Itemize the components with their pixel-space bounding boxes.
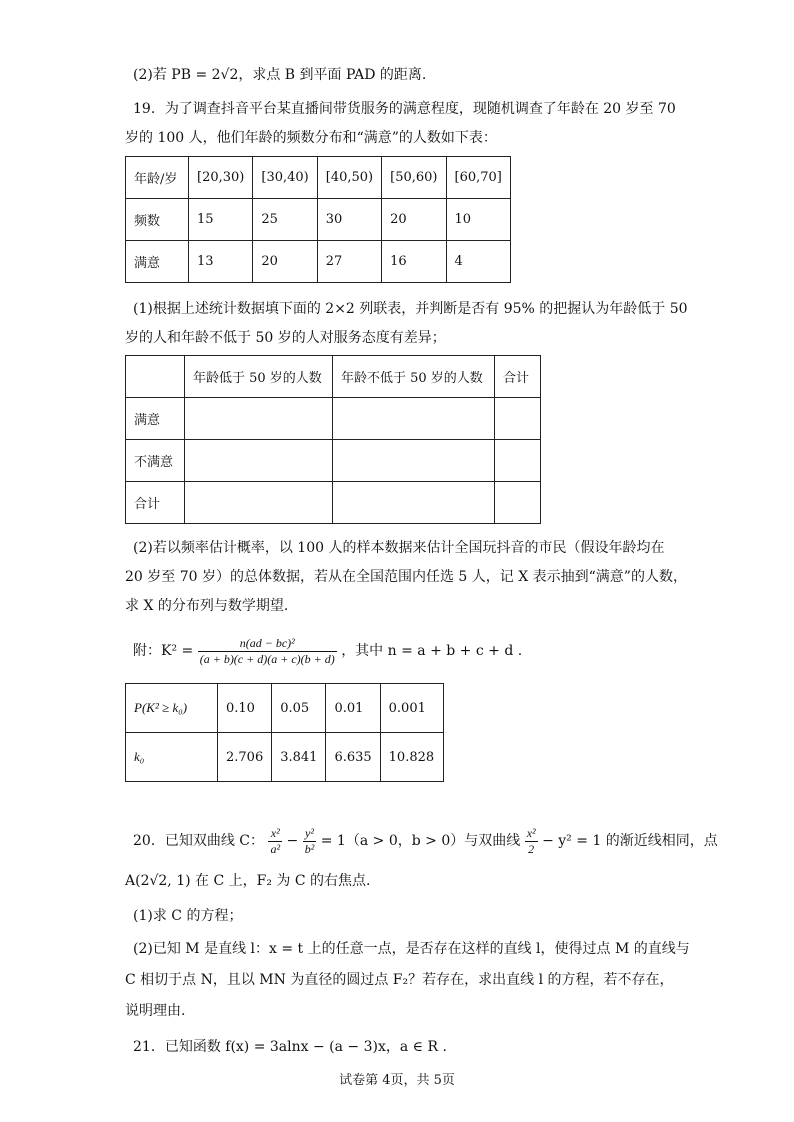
q20-line1 bbox=[133, 823, 718, 859]
table-row-label: P(K² ≥ k₀) bbox=[126, 684, 218, 733]
fraction-numerator: x² bbox=[526, 825, 536, 840]
table-cell: 0.05 bbox=[272, 684, 326, 733]
q21-line: 21．已知函数 f(x) = 3alnx − (a − 3)x，a ∈ R . bbox=[133, 1039, 447, 1055]
table-cell: 0.001 bbox=[380, 684, 443, 733]
table-header-cell: [60,70] bbox=[446, 157, 510, 199]
table-cell: 4 bbox=[446, 241, 510, 283]
table-cell-empty bbox=[185, 482, 333, 524]
table-row bbox=[126, 733, 444, 782]
table-cell: 20 bbox=[382, 199, 446, 241]
table-header-cell bbox=[126, 356, 185, 398]
table-header-cell: [40,50) bbox=[317, 157, 381, 199]
table-row-label: 合计 bbox=[126, 482, 185, 524]
table-row bbox=[126, 157, 511, 199]
table-cell: 20 bbox=[253, 241, 317, 283]
table-cell: 0.10 bbox=[218, 684, 272, 733]
q19-intro-line1: 19．为了调查抖音平台某直播间带货服务的满意程度，现随机调查了年龄在 20 岁至 70 bbox=[133, 101, 676, 117]
table-header-cell: 年龄低于 50 岁的人数 bbox=[185, 356, 333, 398]
table-cell: 0.01 bbox=[326, 684, 380, 733]
fraction-x2-2 bbox=[525, 826, 538, 857]
q19-intro-line2: 岁的 100 人，他们年龄的频数分布和“满意”的人数如下表： bbox=[125, 130, 497, 146]
fraction-numerator: x² bbox=[268, 826, 282, 842]
table-header-cell: 年龄/岁 bbox=[126, 157, 189, 199]
fraction-denominator: 2 bbox=[528, 841, 535, 856]
q20-part1: (1)求 C 的方程； bbox=[133, 908, 243, 924]
table-row-label: 不满意 bbox=[126, 440, 185, 482]
table-cell: 30 bbox=[317, 199, 381, 241]
table-cell-empty bbox=[185, 398, 333, 440]
table-cell: 10 bbox=[446, 199, 510, 241]
table-row bbox=[126, 684, 444, 733]
table-cell: 16 bbox=[382, 241, 446, 283]
table-row bbox=[126, 482, 541, 524]
table-cell: 2.706 bbox=[218, 733, 272, 782]
table-row bbox=[126, 356, 541, 398]
table-row bbox=[126, 199, 511, 241]
formula-prefix: 附：K² = bbox=[133, 643, 194, 659]
table-header-cell: 合计 bbox=[495, 356, 541, 398]
table-header-cell: [30,40) bbox=[253, 157, 317, 199]
formula-suffix: ，其中 n = a + b + c + d . bbox=[341, 643, 523, 659]
age-frequency-table bbox=[125, 156, 511, 283]
table-cell: 10.828 bbox=[380, 733, 443, 782]
q19-part2-line2: 20 岁至 70 岁）的总体数据，若从在全国范围内任选 5 人，记 X 表示抽到“满意”的人数， bbox=[125, 569, 687, 585]
table-cell-empty bbox=[185, 440, 333, 482]
fraction-denominator: b² bbox=[304, 841, 315, 856]
q20-text-a: 20．已知双曲线 C： bbox=[133, 833, 264, 849]
table-cell: 满意 bbox=[126, 241, 189, 283]
table-row-label: 满意 bbox=[126, 398, 185, 440]
table-cell: 15 bbox=[189, 199, 253, 241]
table-header-cell: [20,30) bbox=[189, 157, 253, 199]
table-cell: 6.635 bbox=[326, 733, 380, 782]
q18-part2: (2)若 PB = 2√2，求点 B 到平面 PAD 的距离. bbox=[133, 67, 427, 83]
table-cell: 27 bbox=[317, 241, 381, 283]
table-cell-empty bbox=[333, 482, 495, 524]
page-footer: 试卷第 4页，共 5页 bbox=[339, 1073, 455, 1088]
table-cell-empty bbox=[495, 440, 541, 482]
table-header-cell: 年龄不低于 50 岁的人数 bbox=[333, 356, 495, 398]
q20-text-b: = 1（a > 0，b > 0）与双曲线 bbox=[320, 833, 521, 849]
table-row-label: k₀ bbox=[126, 733, 218, 782]
table-row bbox=[126, 398, 541, 440]
formula-numerator: n(ad − bc)² bbox=[198, 636, 337, 652]
q19-part1-line2: 岁的人和年龄不低于 50 岁的人对服务态度有差异； bbox=[125, 330, 446, 346]
q20-part2-line3: 说明理由. bbox=[125, 1003, 186, 1019]
chi-square-formula bbox=[133, 633, 522, 669]
q20-part2-line2: C 相切于点 N，且以 MN 为直径的圆过点 F₂？若存在，求出直线 l 的方程，若不存在， bbox=[125, 972, 674, 988]
fraction-y2-b2 bbox=[303, 826, 317, 857]
contingency-table bbox=[125, 355, 541, 524]
table-cell: 3.841 bbox=[272, 733, 326, 782]
q20-line2: A(2√2, 1) 在 C 上，F₂ 为 C 的右焦点. bbox=[125, 873, 371, 889]
q19-part2-line3: 求 X 的分布列与数学期望. bbox=[125, 598, 289, 614]
fraction-numerator: y² bbox=[303, 826, 317, 842]
q20-part2-line1: (2)已知 M 是直线 l：x = t 上的任意一点，是否存在这样的直线 l，使得过点 M 的直线与 bbox=[133, 941, 690, 957]
table-cell: 25 bbox=[253, 199, 317, 241]
table-cell-empty bbox=[495, 482, 541, 524]
table-cell: 13 bbox=[189, 241, 253, 283]
formula-denominator: (a + b)(c + d)(a + c)(b + d) bbox=[199, 651, 335, 666]
fraction-x2-a2 bbox=[268, 826, 282, 857]
critical-value-table bbox=[125, 683, 444, 782]
table-row bbox=[126, 241, 511, 283]
minus-sign: − bbox=[286, 833, 303, 849]
table-cell-empty bbox=[333, 398, 495, 440]
formula-fraction bbox=[198, 636, 337, 667]
q19-part1-line1: (1)根据上述统计数据填下面的 2×2 列联表，并判断是否有 95% 的把握认为年龄低于 50 bbox=[133, 301, 688, 317]
q19-part2-line1: (2)若以频率估计概率，以 100 人的样本数据来估计全国玩抖音的市民（假设年龄均在 bbox=[133, 540, 665, 556]
table-row bbox=[126, 440, 541, 482]
fraction-denominator: a² bbox=[270, 841, 281, 856]
table-cell: 频数 bbox=[126, 199, 189, 241]
table-cell-empty bbox=[495, 398, 541, 440]
q20-text-c: − y² = 1 的渐近线相同，点 bbox=[542, 833, 718, 849]
table-header-cell: [50,60) bbox=[382, 157, 446, 199]
table-cell-empty bbox=[333, 440, 495, 482]
